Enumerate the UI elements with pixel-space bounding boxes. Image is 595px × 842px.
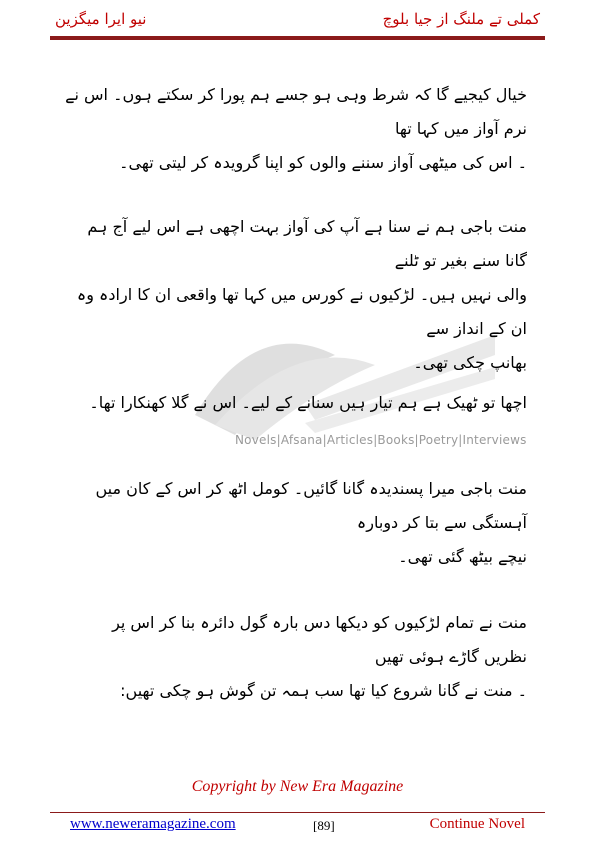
text-line: منت باجی میرا پسندیدہ گانا گائیں۔ کومل اٹھ کر اس کے کان میں آہستگی سے بتا کر دوبارہ [95, 479, 527, 532]
text-line: منت باجی ہم نے سنا ہے آپ کی آواز بہت اچھی ہے اس لیے آج ہم گانا سنے بغیر تو ٹلنے [87, 217, 527, 270]
page-number: [89] [313, 818, 335, 833]
watermark-caption: Novels|Afsana|Articles|Books|Poetry|Interviews [235, 433, 527, 447]
continue-novel-label: Continue Novel [429, 816, 525, 832]
text-line: منت نے تمام لڑکیوں کو دیکھا دس بارہ گول دائرہ بنا کر اس پر نظریں گاڑے ہوئی تھیں [112, 613, 527, 666]
paragraph-4 [65, 472, 527, 574]
header-divider [50, 36, 545, 40]
text-line: خیال کیجیے گا کہ شرط وہی ہو جسے ہم پورا کر سکتے ہوں۔ اس نے نرم آواز میں کہا تھا [65, 85, 527, 138]
text-line: ۔ اس کی میٹھی آواز سننے والوں کو اپنا گرویدہ کر لیتی تھی۔ [119, 153, 527, 172]
copyright-notice: Copyright by New Era Magazine [191, 778, 404, 795]
text-line: بھانپ چکی تھی۔ [413, 353, 527, 372]
novel-title: کملی تے ملنگ از جیا بلوچ [382, 10, 540, 28]
paragraph-3 [65, 386, 527, 420]
footer-divider [50, 812, 545, 813]
paragraph-1 [65, 78, 527, 180]
magazine-title: نیو ایرا میگزین [55, 10, 147, 28]
paragraph-5 [65, 606, 527, 708]
text-line: ۔ منت نے گانا شروع کیا تھا سب ہمہ تن گوش ہو چکی تھیں: [120, 681, 527, 700]
paragraph-2 [65, 210, 527, 380]
page-header [50, 10, 545, 32]
website-link[interactable]: www.neweramagazine.com [70, 816, 236, 832]
page-footer [70, 816, 525, 836]
text-line: والی نہیں ہیں۔ لڑکیوں نے کورس میں کہا تھا واقعی ان کا ارادہ وہ ان کے انداز سے [76, 285, 527, 338]
text-line: نیچے بیٹھ گئی تھی۔ [398, 547, 527, 566]
text-line: اچھا تو ٹھیک ہے ہم تیار ہیں سنانے کے لیے۔ اس نے گلا کھنکارا تھا۔ [89, 393, 527, 412]
